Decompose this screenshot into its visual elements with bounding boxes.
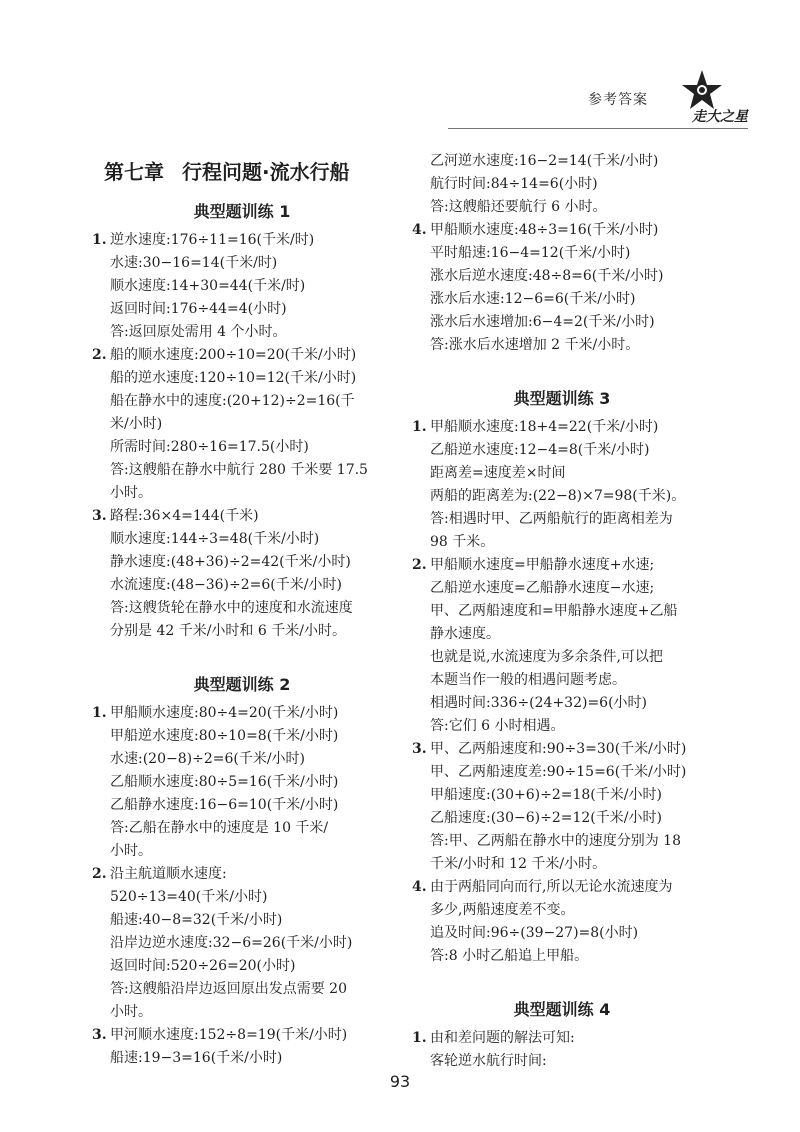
- problem-number: 1.: [92, 705, 107, 721]
- answer-line: 沿主航道顺水速度:: [110, 866, 227, 882]
- answer-line: 相遇时间:336÷(24+32)=6(小时): [430, 695, 648, 711]
- answer-line: 也就是说,水流速度为多余条件,可以把: [430, 649, 663, 665]
- problem-lines: [110, 229, 392, 344]
- answer-line: 甲船顺水速度=甲船静水速度+水速;: [430, 557, 655, 573]
- answer-line: 涨水后水速:12−6=6(千米/小时): [430, 291, 636, 307]
- section-title: 典型题训练 1: [193, 202, 291, 221]
- answer-line: 追及时间:96÷(39−27)=8(小时): [430, 925, 639, 941]
- problem: [412, 1027, 712, 1073]
- answer-line: 平时船速:16−4=12(千米/小时): [430, 245, 631, 261]
- answer-line: 小时。: [110, 1004, 152, 1020]
- answer-line: 路程:36×4=144(千米): [110, 508, 259, 524]
- brand-logo-text: 走大之星: [692, 109, 748, 125]
- answer-line: 乙河逆水速度:16−2=14(千米/小时): [430, 153, 659, 169]
- answer-line: 乙船静水速度:16−6=10(千米/小时): [110, 797, 339, 813]
- continued-answer: [412, 150, 712, 219]
- problem: [92, 505, 392, 643]
- left-column: [92, 150, 392, 1070]
- chapter-heading: [104, 150, 392, 194]
- problem: [92, 863, 392, 1024]
- answer-line: 航行时间:84÷14=6(小时): [430, 176, 598, 192]
- problem-number: 4.: [412, 879, 427, 895]
- problem: [412, 219, 712, 357]
- problem: [412, 738, 712, 876]
- answer-line: 答:涨水后水速增加 2 千米/小时。: [430, 337, 640, 353]
- problem: [92, 1024, 392, 1070]
- answer-line: 分别是 42 千米/小时和 6 千米/小时。: [110, 623, 346, 639]
- answer-line: 乙船速度:(30−6)÷2=12(千米/小时): [430, 810, 662, 826]
- answer-line: 甲船逆水速度:80÷10=8(千米/小时): [110, 728, 339, 744]
- problem-number: 2.: [412, 557, 427, 573]
- problem-lines: [110, 863, 392, 1024]
- answer-line: 甲船顺水速度:80÷4=20(千米/小时): [110, 705, 339, 721]
- answer-line: 98 千米。: [430, 534, 495, 550]
- page-number: 93: [389, 1072, 411, 1091]
- answer-line: 沿岸边逆水速度:32−6=26(千米/小时): [110, 935, 353, 951]
- answer-line: 答:它们 6 小时相遇。: [430, 718, 565, 734]
- answer-line: 本题当作一般的相遇问题考虑。: [430, 672, 626, 688]
- right-sections: [412, 387, 712, 1073]
- problem-number: 1.: [412, 1030, 427, 1046]
- answer-line: 多少,两船速度差不变。: [430, 902, 575, 918]
- answer-line: 答:这艘船在静水中航行 280 千米要 17.5: [110, 462, 368, 478]
- answer-line: 答:甲、乙两船在静水中的速度分别为 18: [430, 833, 681, 849]
- answer-line: 静水速度。: [430, 626, 500, 642]
- problem-lines: [430, 738, 712, 876]
- answer-line: 米/小时): [110, 416, 163, 432]
- problem-lines: [110, 344, 392, 505]
- answer-line: 甲、乙两船速度和:90÷3=30(千米/小时): [430, 741, 687, 757]
- answer-line: 船在静水中的速度:(20+12)÷2=16(千: [110, 393, 355, 409]
- problem-number: 1.: [92, 232, 107, 248]
- problem: [92, 702, 392, 863]
- problem-lines: [430, 416, 712, 554]
- answer-line: 涨水后逆水速度:48÷8=6(千米/小时): [430, 268, 664, 284]
- answer-line: 甲船顺水速度:18+4=22(千米/小时): [430, 419, 659, 435]
- answer-line: 答:这艘货轮在静水中的速度和水流速度: [110, 600, 353, 616]
- answer-line: 答:这艘船还要航行 6 小时。: [430, 199, 607, 215]
- answer-line: 小时。: [110, 843, 152, 859]
- problem-lines: [110, 1024, 392, 1070]
- answer-line: 答:这艘船沿岸边返回原出发点需要 20: [110, 981, 347, 997]
- answer-line: 两船的距离差为:(22−8)×7=98(千米)。: [430, 488, 686, 504]
- answer-line: 答:返回原处需用 4 个小时。: [110, 324, 287, 340]
- problem-number: 2.: [92, 347, 107, 363]
- answer-line: 船的顺水速度:200÷10=20(千米/小时): [110, 347, 357, 363]
- answer-line: 顺水速度:14+30=44(千米/时): [110, 278, 306, 294]
- answer-line: 甲船顺水速度:48÷3=16(千米/小时): [430, 222, 659, 238]
- answer-line: 乙船顺水速度:80÷5=16(千米/小时): [110, 774, 339, 790]
- problem: [92, 344, 392, 505]
- problem: [412, 416, 712, 554]
- exercise-section: [412, 387, 712, 968]
- answer-line: 小时。: [110, 485, 152, 501]
- right-top-problems: [412, 219, 712, 357]
- exercise-section: [412, 998, 712, 1073]
- chapter-title: 行程问题·流水行船: [182, 160, 350, 184]
- answer-line: 涨水后水速增加:6−4=2(千米/小时): [430, 314, 655, 330]
- section-title: 典型题训练 3: [513, 389, 611, 408]
- answer-line: 甲、乙两船速度差:90÷15=6(千米/小时): [430, 764, 687, 780]
- exercise-section: [92, 200, 392, 643]
- answer-line: 返回时间:176÷44=4(小时): [110, 301, 287, 317]
- problem-number: 4.: [412, 222, 427, 238]
- answer-line: 由于两船同向而行,所以无论水流速度为: [430, 879, 673, 895]
- answer-line: 答:乙船在静水中的速度是 10 千米/: [110, 820, 329, 836]
- answer-line: 逆水速度:176÷11=16(千米/时): [110, 232, 315, 248]
- answer-line: 520÷13=40(千米/小时): [110, 889, 268, 905]
- problem-lines: [430, 554, 712, 738]
- answer-line: 船速:19−3=16(千米/小时): [110, 1050, 283, 1066]
- problem: [92, 229, 392, 344]
- problem-lines: [110, 505, 392, 643]
- section-title: 典型题训练 4: [513, 1000, 611, 1019]
- problem: [412, 876, 712, 968]
- answer-line: 返回时间:520÷26=20(小时): [110, 958, 296, 974]
- exercise-section: [92, 673, 392, 1070]
- answer-line: 水流速度:(48−36)÷2=6(千米/小时): [110, 577, 342, 593]
- chapter-number: 第七章: [104, 160, 164, 184]
- answer-line: 乙船逆水速度:12−4=8(千米/小时): [430, 442, 650, 458]
- answer-line: 船的逆水速度:120÷10=12(千米/小时): [110, 370, 357, 386]
- answer-line: 甲船速度:(30+6)÷2=18(千米/小时): [430, 787, 662, 803]
- problem-lines: [110, 702, 392, 863]
- answer-line: 所需时间:280÷16=17.5(小时): [110, 439, 309, 455]
- problem-lines: [430, 219, 712, 357]
- answer-line: 由和差问题的解法可知:: [430, 1030, 575, 1046]
- section-title: 典型题训练 2: [193, 675, 291, 694]
- problem: [412, 554, 712, 738]
- answer-line: 甲、乙两船速度和=甲船静水速度+乙船: [430, 603, 678, 619]
- answer-line: 答:8 小时乙船追上甲船。: [430, 948, 589, 964]
- answer-line: 静水速度:(48+36)÷2=42(千米/小时): [110, 554, 351, 570]
- problem-lines: [430, 1027, 712, 1073]
- left-sections: [92, 200, 392, 1070]
- problem-number: 3.: [92, 1027, 107, 1043]
- header-label: 参考答案: [588, 92, 648, 108]
- answer-line: 客轮逆水航行时间:: [430, 1053, 547, 1069]
- answer-line: 水速:30−16=14(千米/时): [110, 255, 278, 271]
- problem-number: 1.: [412, 419, 427, 435]
- problem-lines: [430, 876, 712, 968]
- answer-line: 答:相遇时甲、乙两船航行的距离相差为: [430, 511, 673, 527]
- answer-line: 千米/小时和 12 千米/小时。: [430, 856, 607, 872]
- problem-number: 3.: [412, 741, 427, 757]
- answer-line: 距离差=速度差×时间: [430, 465, 566, 481]
- problem-number: 2.: [92, 866, 107, 882]
- answer-line: 乙船逆水速度=乙船静水速度−水速;: [430, 580, 655, 596]
- answer-line: 顺水速度:144÷3=48(千米/小时): [110, 531, 320, 547]
- answer-line: 船速:40−8=32(千米/小时): [110, 912, 283, 928]
- right-column: [412, 150, 712, 1073]
- answer-line: 水速:(20−8)÷2=6(千米/小时): [110, 751, 306, 767]
- problem-number: 3.: [92, 508, 107, 524]
- answer-line: 甲河顺水速度:152÷8=19(千米/小时): [110, 1027, 348, 1043]
- header-rule: [448, 128, 748, 129]
